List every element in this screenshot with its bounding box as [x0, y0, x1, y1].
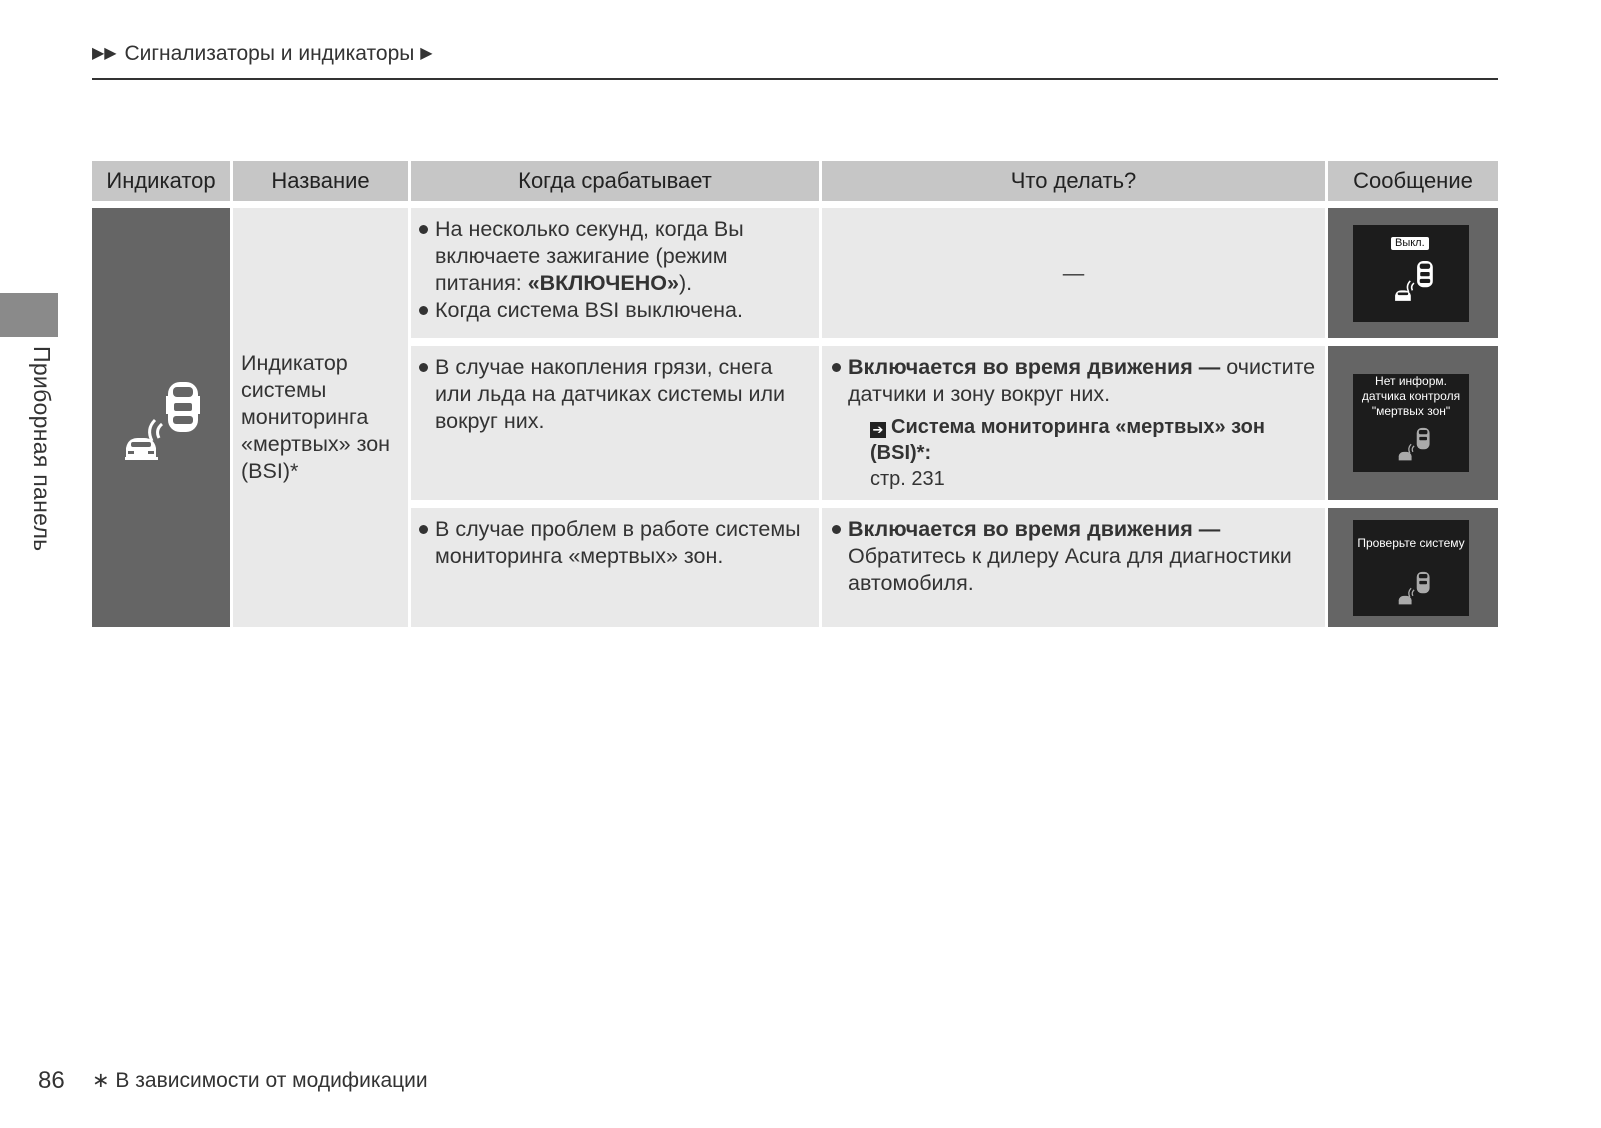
list-item — [830, 516, 1318, 597]
row3-what-text — [830, 516, 1318, 597]
display-line-1: Проверьте систему — [1357, 536, 1465, 550]
row1-message-cell — [1328, 208, 1498, 338]
blind-spot-info-icon — [122, 380, 206, 464]
row3-when-cell — [411, 508, 819, 627]
row2-what-cell — [822, 346, 1325, 500]
row1-when-2: Когда система BSI выключена. — [435, 298, 743, 322]
list-item — [830, 354, 1318, 408]
list-item — [417, 297, 812, 324]
power-mode-label: «ВКЛЮЧЕНО» — [527, 271, 679, 295]
page-header — [92, 38, 1498, 80]
footnote: ∗ В зависимости от модификации — [92, 1069, 428, 1092]
reference-arrow-icon: ➔ — [870, 422, 886, 438]
row2-what-rest: очистите датчики и зону вокруг них. — [848, 355, 1316, 406]
row1-when-1: На несколько секунд, когда Вы включаете зажигание (режим питания: — [435, 217, 744, 295]
indicator-cell — [92, 208, 230, 627]
row1-when-cell — [411, 208, 819, 338]
row1-what-cell — [822, 208, 1325, 338]
row3-display — [1353, 520, 1469, 616]
off-badge: Выкл. — [1391, 237, 1429, 250]
row2-message-cell — [1328, 346, 1498, 500]
blind-spot-info-icon — [1393, 257, 1437, 307]
header-indicator: Индикатор — [92, 161, 230, 201]
name-cell — [233, 208, 408, 627]
reference-page[interactable]: стр. 231 — [870, 468, 945, 490]
breadcrumb-text: Сигнализаторы и индикаторы — [124, 42, 415, 65]
row2-what-text — [830, 354, 1318, 492]
row2-what-bold: Включается во время движения — — [848, 355, 1221, 379]
indicator-name: Индикатор системы мониторинга «мертвых» зон (BSI)* — [241, 351, 391, 483]
row1-when-text — [417, 216, 812, 324]
breadcrumb-arrows-icon: ▶▶ — [92, 45, 117, 62]
header-what-to-do: Что делать? — [822, 161, 1325, 201]
row1-display — [1353, 225, 1469, 322]
header-message: Сообщение — [1328, 161, 1498, 201]
header-name: Название — [233, 161, 408, 201]
list-item — [417, 216, 812, 297]
blind-spot-info-icon — [1397, 426, 1433, 464]
reference-title[interactable]: Система мониторинга «мертвых» зон (BSI)*: — [870, 416, 1265, 464]
list-item: В случае накопления грязи, снега или льда на датчиках системы или вокруг них. — [417, 354, 812, 435]
display-line-2: датчика контроля — [1361, 389, 1461, 403]
row2-when-text — [417, 354, 812, 435]
breadcrumb — [92, 42, 435, 66]
section-tab-marker — [0, 293, 58, 337]
row3-when-text — [417, 516, 812, 570]
page-number: 86 — [38, 1067, 65, 1094]
section-side-label: Приборная панель — [29, 346, 55, 552]
row3-what-cell — [822, 508, 1325, 627]
row3-what-bold: Включается во время движения — — [848, 517, 1221, 541]
row3-message-cell — [1328, 508, 1498, 627]
row1-when-1-end: ). — [678, 271, 693, 295]
cross-reference — [870, 414, 1318, 492]
display-line-3: "мертвых зон" — [1371, 404, 1451, 418]
list-item: В случае проблем в работе системы мониторинга «мертвых» зон. — [417, 516, 812, 570]
row1-what-dash: — — [1062, 261, 1085, 285]
row2-display — [1353, 374, 1469, 472]
breadcrumb-end-arrow-icon: ▶ — [420, 45, 433, 62]
display-line-1: Нет информ. — [1375, 374, 1447, 388]
header-when: Когда срабатывает — [411, 161, 819, 201]
row2-when-cell — [411, 346, 819, 500]
blind-spot-info-icon — [1397, 570, 1433, 608]
row3-what-rest: Обратитесь к дилеру Acura для диагностики автомобиля. — [848, 544, 1292, 595]
